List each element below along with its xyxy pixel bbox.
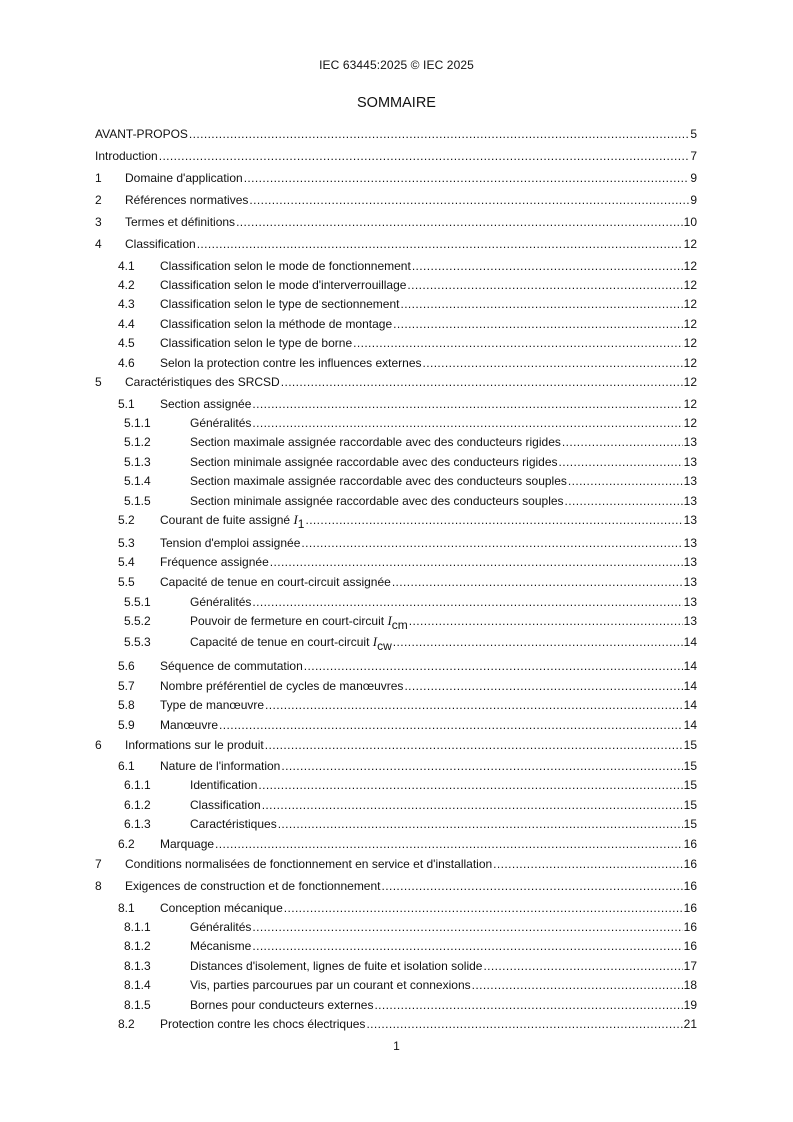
toc-entry-page: 12 [683, 259, 697, 273]
toc-entry-title: Vis, parties parcourues par un courant et connexions [190, 978, 471, 992]
toc-entry-page: 17 [683, 959, 697, 973]
toc-entry-page: 13 [683, 494, 697, 508]
toc-entry-page: 12 [683, 297, 697, 311]
toc-entry-title: Conception mécanique [160, 901, 283, 915]
toc-title: SOMMAIRE [357, 95, 436, 111]
toc-entry-title: Généralités [190, 920, 252, 934]
toc-entry-number: 5.5 [118, 575, 135, 589]
toc-entry[interactable] [95, 170, 697, 186]
toc-entry-number: 5.1.3 [124, 455, 151, 469]
toc-entry-title: Classification selon le mode d'interverrouillage [160, 278, 407, 292]
toc-entry-page: 14 [683, 659, 697, 673]
toc-entry-page: 13 [683, 614, 697, 628]
toc-entry[interactable] [118, 758, 697, 774]
toc-entry-title: Identification [190, 778, 258, 792]
toc-entry-number: 5 [95, 375, 102, 389]
toc-entry[interactable] [124, 938, 697, 954]
toc-entry-title: Classification selon le type de sectionnement [160, 297, 400, 311]
dot-leader [252, 919, 682, 935]
toc-entry-title: Généralités [190, 416, 252, 430]
toc-entry-page: 13 [683, 474, 697, 488]
dot-leader [219, 717, 683, 733]
toc-entry-number: 5.2 [118, 513, 135, 527]
toc-entry-page: 12 [683, 416, 697, 430]
toc-entry[interactable] [124, 958, 697, 974]
dot-leader [559, 454, 683, 470]
toc-entry-page: 16 [683, 879, 697, 893]
toc-entry-title: Domaine d'application [125, 171, 243, 185]
toc-entry-page: 14 [683, 635, 697, 649]
toc-entry[interactable] [118, 658, 697, 674]
toc-entry-title: Courant de fuite assigné I1 [160, 512, 305, 531]
toc-entry-page: 16 [683, 939, 697, 953]
toc-entry-title: Pouvoir de fermeture en court-circuit Icm [190, 613, 408, 632]
dot-leader [412, 258, 683, 274]
toc-entry[interactable] [124, 816, 697, 832]
toc-entry-title: Section maximale assignée raccordable avec des conducteurs souples [190, 474, 567, 488]
toc-entry-title: Manœuvre [160, 718, 219, 732]
dot-leader [189, 126, 689, 142]
dot-leader [236, 214, 683, 230]
dot-leader [407, 277, 682, 293]
toc-entry[interactable] [124, 919, 697, 935]
toc-entry-page: 15 [683, 798, 697, 812]
toc-entry-page: 15 [683, 778, 697, 792]
dot-leader [252, 594, 682, 610]
toc-entry-page: 9 [690, 193, 697, 207]
dot-leader [493, 856, 682, 872]
toc-entry[interactable] [95, 856, 697, 872]
symbol: I [387, 613, 392, 628]
toc-entry[interactable] [118, 554, 697, 570]
dot-leader [244, 170, 690, 186]
toc-entry-number: 4.1 [118, 259, 135, 273]
dot-leader [366, 1016, 682, 1032]
toc-entry-page: 21 [683, 1017, 697, 1031]
toc-entry-number: 4 [95, 237, 102, 251]
toc-entry-page: 5 [690, 127, 697, 141]
toc-entry[interactable] [124, 777, 697, 793]
toc-entry[interactable] [118, 900, 697, 916]
toc-entry-number: 6 [95, 738, 102, 752]
toc-entry-title: Informations sur le produit [125, 738, 264, 752]
toc-entry-page: 14 [683, 698, 697, 712]
toc-entry-page: 16 [683, 837, 697, 851]
dot-leader [305, 512, 682, 528]
toc-entry[interactable] [118, 697, 697, 713]
toc-entry[interactable] [124, 415, 697, 431]
toc-entry-number: 2 [95, 193, 102, 207]
toc-entry[interactable] [124, 977, 697, 993]
toc-entry-number: 4.2 [118, 278, 135, 292]
dot-leader [423, 355, 683, 371]
dot-leader [265, 737, 683, 753]
toc-entry-title: Exigences de construction et de fonctionnement [125, 879, 381, 893]
toc-entry-number: 3 [95, 215, 102, 229]
toc-entry-title: Bornes pour conducteurs externes [190, 998, 374, 1012]
toc-entry-page: 13 [683, 455, 697, 469]
toc-entry-title: Marquage [160, 837, 215, 851]
toc-entry-title: Nombre préférentiel de cycles de manœuvres [160, 679, 404, 693]
dot-leader [215, 836, 683, 852]
toc-entry-page: 15 [683, 759, 697, 773]
toc-entry-number: 5.9 [118, 718, 135, 732]
dot-leader [483, 958, 682, 974]
toc-entry-title: Classification selon la méthode de montage [160, 317, 393, 331]
toc-entry-title: Section assignée [160, 397, 252, 411]
toc-entry-number: 6.1.3 [124, 817, 151, 831]
toc-entry-page: 16 [683, 901, 697, 915]
toc-entry-page: 12 [683, 356, 697, 370]
dot-leader [565, 493, 683, 509]
toc-entry-title: Références normatives [125, 193, 249, 207]
toc-entry-number: 4.3 [118, 297, 135, 311]
toc-entry[interactable] [124, 797, 697, 813]
toc-entry[interactable] [95, 148, 697, 164]
toc-entry-number: 5.1.5 [124, 494, 151, 508]
toc-entry-number: 8.1.1 [124, 920, 151, 934]
toc-entry-number: 6.1.2 [124, 798, 151, 812]
toc-entry-title: Caractéristiques des SRCSD [125, 375, 280, 389]
symbol-subscript: 1 [297, 517, 305, 531]
toc-entry-title: Distances d'isolement, lignes de fuite et isolation solide [190, 959, 483, 973]
toc-entry-page: 14 [683, 718, 697, 732]
toc-entry[interactable] [124, 434, 697, 450]
toc-entry-title: Fréquence assignée [160, 555, 269, 569]
dot-leader [159, 148, 690, 164]
toc-entry-title: Capacité de tenue en court-circuit assignée [160, 575, 391, 589]
toc-entry[interactable] [118, 335, 697, 351]
toc-entry-number: 5.6 [118, 659, 135, 673]
toc-entry-title: Introduction [95, 149, 158, 163]
toc-entry-number: 5.5.3 [124, 635, 151, 649]
toc-entry[interactable] [124, 634, 697, 653]
symbol: I [372, 634, 378, 649]
toc-entry-number: 5.3 [118, 536, 135, 550]
toc-entry-title: Type de manœuvre [160, 698, 265, 712]
toc-entry-number: 8.1.2 [124, 939, 151, 953]
running-header: IEC 63445:2025 © IEC 2025 [319, 58, 474, 72]
toc-entry[interactable] [118, 512, 697, 531]
toc-entry-title: Conditions normalisées de fonctionnement en service et d'installation [125, 857, 493, 871]
toc-entry-title: Caractéristiques [190, 817, 277, 831]
toc-entry-number: 6.1.1 [124, 778, 151, 792]
toc-entry-title: Classification [125, 237, 196, 251]
dot-leader [252, 938, 682, 954]
toc-entry-number: 5.5.2 [124, 614, 151, 628]
toc-entry[interactable] [95, 737, 697, 753]
toc-entry-title: Classification selon le mode de fonctionnement [160, 259, 411, 273]
toc-entry[interactable] [118, 717, 697, 733]
toc-entry[interactable] [118, 396, 697, 412]
toc-entry-number: 8.1.5 [124, 998, 151, 1012]
toc-entry-page: 7 [690, 149, 697, 163]
toc-entry-title: Mécanisme [190, 939, 252, 953]
toc-entry-number: 8.2 [118, 1017, 135, 1031]
toc-entry-number: 6.2 [118, 837, 135, 851]
toc-entry-page: 13 [683, 513, 697, 527]
toc-entry[interactable] [95, 878, 697, 894]
toc-entry-title: Généralités [190, 595, 252, 609]
toc-entry-number: 8.1.4 [124, 978, 151, 992]
symbol-subscript: cm [391, 618, 408, 632]
dot-leader [382, 878, 683, 894]
toc-entry[interactable] [118, 296, 697, 312]
toc-entry-page: 19 [683, 998, 697, 1012]
toc-entry-page: 12 [683, 278, 697, 292]
toc-entry-number: 4.6 [118, 356, 135, 370]
toc-entry-page: 12 [683, 317, 697, 331]
toc-entry-number: 7 [95, 857, 102, 871]
toc-entry-title: Tension d'emploi assignée [160, 536, 301, 550]
dot-leader [258, 777, 682, 793]
toc-entry-page: 9 [690, 171, 697, 185]
toc-entry-page: 13 [683, 435, 697, 449]
toc-entry-page: 15 [683, 738, 697, 752]
toc-entry[interactable] [124, 473, 697, 489]
page-number: 1 [393, 1039, 400, 1053]
toc-entry[interactable] [124, 493, 697, 509]
dot-leader [252, 396, 682, 412]
toc-entry[interactable] [124, 613, 697, 632]
toc-entry-number: 4.5 [118, 336, 135, 350]
toc-entry-number: 5.4 [118, 555, 135, 569]
toc-entry[interactable] [124, 594, 697, 610]
toc-entry-page: 12 [683, 375, 697, 389]
toc-entry-page: 12 [683, 397, 697, 411]
toc-entry-page: 10 [683, 215, 697, 229]
toc-entry[interactable] [118, 316, 697, 332]
dot-leader [252, 415, 682, 431]
toc-entry[interactable] [118, 258, 697, 274]
toc-entry-number: 8.1 [118, 901, 135, 915]
toc-entry-page: 16 [683, 857, 697, 871]
toc-entry-number: 5.1.4 [124, 474, 151, 488]
toc-entry-title: Section maximale assignée raccordable avec des conducteurs rigides [190, 435, 561, 449]
toc-entry-page: 13 [683, 575, 697, 589]
toc-entry-page: 16 [683, 920, 697, 934]
dot-leader [262, 797, 683, 813]
dot-leader [353, 335, 683, 351]
toc-entry-number: 1 [95, 171, 102, 185]
toc-entry-number: 5.1.1 [124, 416, 151, 430]
dot-leader [304, 658, 683, 674]
dot-leader [270, 554, 683, 570]
toc-entry[interactable] [118, 574, 697, 590]
toc-entry-page: 15 [683, 817, 697, 831]
dot-leader [404, 678, 682, 694]
toc-entry[interactable] [118, 355, 697, 371]
toc-entry-title: Selon la protection contre les influences externes [160, 356, 422, 370]
toc-entry-number: 8 [95, 879, 102, 893]
toc-entry-number: 5.7 [118, 679, 135, 693]
toc-entry-title: Classification [190, 798, 261, 812]
toc-entry-page: 14 [683, 679, 697, 693]
toc-entry[interactable] [118, 535, 697, 551]
toc-entry-title: Section minimale assignée raccordable avec des conducteurs souples [190, 494, 564, 508]
dot-leader [284, 900, 683, 916]
toc-entry[interactable] [118, 678, 697, 694]
toc-entry[interactable] [118, 1016, 697, 1032]
toc-entry[interactable] [118, 836, 697, 852]
dot-leader [568, 473, 683, 489]
toc-entry-number: 5.5.1 [124, 595, 151, 609]
symbol-subscript: cw [377, 639, 392, 653]
toc-entry-page: 13 [683, 595, 697, 609]
toc-entry-title: Termes et définitions [125, 215, 236, 229]
toc-entry[interactable] [124, 454, 697, 470]
toc-entry-page: 13 [683, 555, 697, 569]
dot-leader [472, 977, 683, 993]
toc-entry-number: 5.1 [118, 397, 135, 411]
toc-entry[interactable] [95, 214, 697, 230]
toc-entry[interactable] [95, 192, 697, 208]
toc-entry-page: 12 [683, 237, 697, 251]
dot-leader [301, 535, 682, 551]
toc-entry[interactable] [95, 126, 697, 142]
toc-entry-title: Nature de l'information [160, 759, 281, 773]
toc-entry-page: 13 [683, 536, 697, 550]
dot-leader [249, 192, 689, 208]
toc-entry[interactable] [95, 374, 697, 390]
toc-entry-title: Protection contre les chocs électriques [160, 1017, 366, 1031]
dot-leader [393, 316, 683, 332]
dot-leader [278, 816, 683, 832]
dot-leader [281, 374, 683, 390]
symbol: I [293, 512, 298, 527]
toc-entry-number: 5.1.2 [124, 435, 151, 449]
dot-leader [393, 634, 683, 650]
toc-entry-number: 6.1 [118, 759, 135, 773]
dot-leader [562, 434, 683, 450]
dot-leader [265, 697, 683, 713]
toc-entry-number: 4.4 [118, 317, 135, 331]
dot-leader [197, 236, 683, 252]
toc-entry-title: Classification selon le type de borne [160, 336, 353, 350]
toc-entry[interactable] [118, 277, 697, 293]
toc-entry[interactable] [95, 236, 697, 252]
toc-entry-title: Capacité de tenue en court-circuit Icw [190, 634, 392, 653]
toc-entry-page: 12 [683, 336, 697, 350]
dot-leader [374, 997, 682, 1013]
toc-entry-number: 8.1.3 [124, 959, 151, 973]
toc-entry[interactable] [124, 997, 697, 1013]
dot-leader [409, 613, 683, 629]
toc-entry-page: 18 [683, 978, 697, 992]
toc-entry-title: AVANT-PROPOS [95, 127, 188, 141]
toc-entry-number: 5.8 [118, 698, 135, 712]
toc-entry-title: Section minimale assignée raccordable avec des conducteurs rigides [190, 455, 558, 469]
dot-leader [400, 296, 682, 312]
dot-leader [392, 574, 683, 590]
toc-entry-title: Séquence de commutation [160, 659, 303, 673]
dot-leader [281, 758, 682, 774]
